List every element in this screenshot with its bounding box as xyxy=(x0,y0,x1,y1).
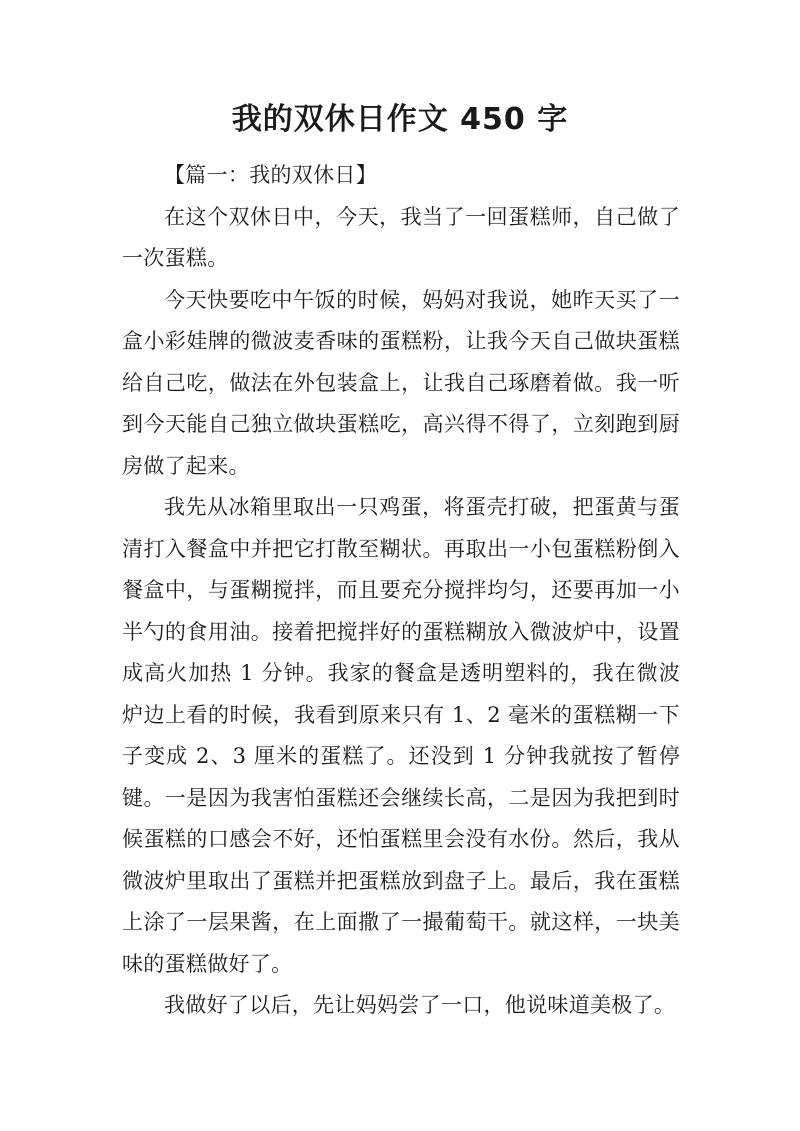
paragraph-3: 我先从冰箱里取出一只鸡蛋，将蛋壳打破，把蛋黄与蛋清打入餐盒中并把它打散至糊状。再取出一小包蛋糕粉倒入餐盒中，与蛋糊搅拌，而且要充分搅拌均匀，还要再加一小半勺的食用油。接着把搅拌好的蛋糕糊放入微波炉中，设置成高火加热 1 分钟。我家的餐盒是透明塑料的，我在微波炉边上看的时候，我看到原来只有 1、2 毫米的蛋糕糊一下子变成 2、3 厘米的蛋糕了。还没到 1 分钟我就按了暂停键。一是因为我害怕蛋糕还会继续长高，二是因为我把到时候蛋糕的口感会不好，还怕蛋糕里会没有水份。然后，我从微波炉里取出了蛋糕并把蛋糕放到盘子上。最后，我在蛋糕上涂了一层果酱，在上面撒了一撮葡萄干。就这样，一块美味的蛋糕做好了。 xyxy=(122,495,680,976)
paragraph-4: 我做好了以后，先让妈妈尝了一口，他说味道美极了。 xyxy=(164,993,676,1017)
paragraph-2: 今天快要吃中午饭的时候，妈妈对我说，她昨天买了一盒小彩娃牌的微波麦香味的蛋糕粉，让我今天自己做块蛋糕给自己吃，做法在外包装盒上，让我自己琢磨着做。我一听到今天能自己独立做块蛋糕吃，高兴得不得了，立刻跑到厨房做了起来。 xyxy=(122,287,680,478)
document-title: 我的双休日作文 450 字 xyxy=(231,102,569,137)
paragraph-1: 在这个双休日中，今天，我当了一回蛋糕师，自己做了一次蛋糕。 xyxy=(122,204,680,270)
section-heading: 【篇一：我的双休日】 xyxy=(164,163,377,187)
document-body xyxy=(122,155,680,1027)
